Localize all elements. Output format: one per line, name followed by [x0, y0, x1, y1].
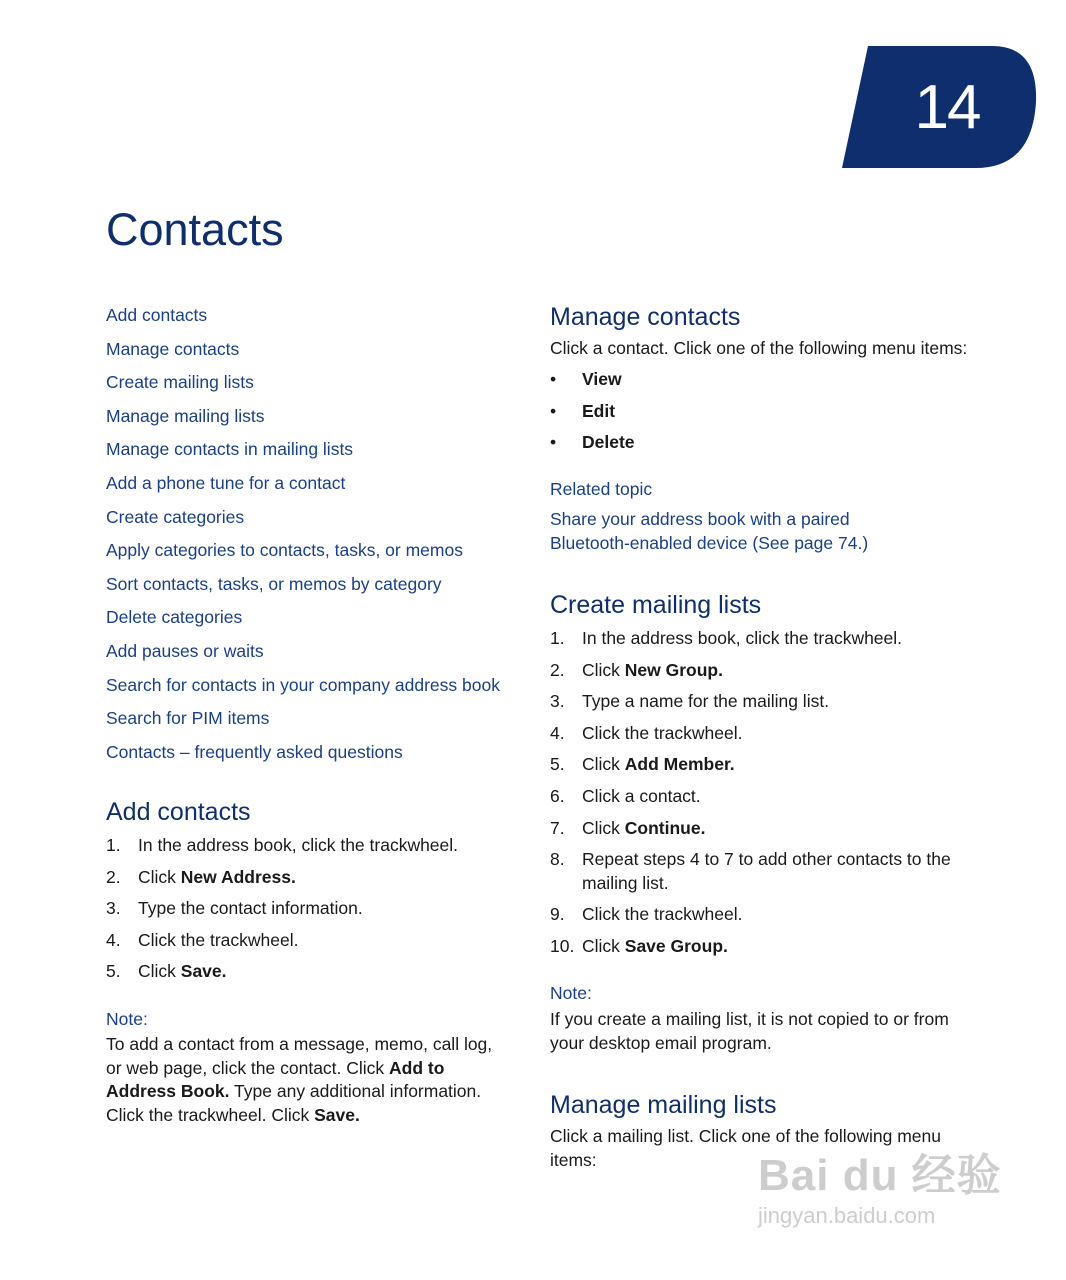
step-item	[550, 817, 970, 849]
step-text: Click	[138, 866, 181, 887]
step-item	[550, 753, 970, 785]
toc-link[interactable]: Add pauses or waits	[106, 640, 264, 661]
step-item	[550, 848, 982, 903]
toc-item[interactable]	[106, 535, 526, 569]
toc-link[interactable]: Add a phone tune for a contact	[106, 472, 346, 493]
step-text: Click	[582, 754, 625, 775]
step-item	[550, 690, 970, 722]
step-text: Click the trackwheel.	[582, 722, 743, 743]
add-contacts-note-text	[106, 1033, 506, 1127]
step-item	[106, 897, 526, 929]
toc-link[interactable]: Manage contacts in mailing lists	[106, 439, 354, 460]
left-column	[106, 300, 526, 1125]
step-number: 8.	[550, 849, 565, 870]
step-text: In the address book, click the trackwheel.	[138, 835, 459, 855]
toc-item[interactable]	[106, 502, 526, 536]
step-number: 5.	[550, 754, 565, 775]
step-item	[550, 903, 970, 935]
step-item	[106, 960, 526, 992]
step-text: Click	[582, 817, 625, 838]
step-number: 3.	[106, 898, 121, 919]
menu-item-label: Delete	[582, 432, 635, 453]
step-text: Type the contact information.	[138, 898, 363, 919]
manage-mailing-lists-heading: Manage mailing lists	[550, 1091, 777, 1119]
step-text: Type a name for the mailing list.	[582, 691, 830, 712]
toc-item[interactable]	[106, 602, 526, 636]
bullet-icon: •	[550, 432, 557, 453]
toc-link[interactable]: Add contacts	[106, 305, 208, 325]
toc-item[interactable]	[106, 300, 526, 334]
watermark-url: jingyan.baidu.com	[758, 1203, 936, 1228]
manage-contacts-intro: Click a contact. Click one of the following menu items:	[550, 338, 968, 358]
chapter-tab	[842, 46, 1038, 170]
create-mailing-lists-note-label: Note:	[550, 983, 592, 1003]
step-command: Add Member.	[624, 754, 735, 775]
add-contacts-steps	[106, 834, 526, 992]
toc-item[interactable]	[106, 334, 526, 368]
page-title: Contacts	[106, 204, 284, 255]
create-mailing-lists-note-text: If you create a mailing list, it is not copied to or from your desktop email program.	[550, 1009, 949, 1053]
manage-contacts-menu-items	[550, 368, 635, 463]
add-contacts-note-label: Note:	[106, 1009, 148, 1029]
step-number: 3.	[550, 691, 565, 712]
manage-mailing-lists-intro: Click a mailing list. Click one of the following menu items:	[550, 1126, 941, 1170]
toc-link[interactable]: Search for contacts in your company address book	[106, 674, 500, 695]
step-item	[550, 722, 970, 754]
menu-item	[550, 368, 635, 400]
step-command: Save Group.	[624, 935, 728, 956]
step-text: Click the trackwheel.	[138, 929, 299, 950]
toc-item[interactable]	[106, 401, 526, 435]
related-topic-label: Related topic	[550, 479, 653, 499]
step-number: 1.	[550, 628, 565, 648]
step-text: Click a contact.	[582, 785, 701, 806]
baidu-watermark	[758, 1150, 1018, 1240]
step-text: In the address book, click the trackwheel.	[582, 628, 903, 648]
step-number: 2.	[550, 659, 565, 680]
menu-item-label: View	[582, 369, 622, 389]
step-number: 10.	[550, 935, 575, 956]
step-item	[550, 659, 970, 691]
add-contacts-heading: Add contacts	[106, 798, 251, 826]
toc-link[interactable]: Manage contacts	[106, 338, 240, 359]
step-number: 1.	[106, 835, 121, 855]
toc-item[interactable]	[106, 569, 526, 603]
step-number: 5.	[106, 961, 121, 982]
toc-link[interactable]: Search for PIM items	[106, 708, 270, 729]
step-item	[550, 935, 970, 967]
step-command: New Group.	[624, 659, 723, 680]
toc-link[interactable]: Create mailing lists	[106, 372, 254, 393]
step-text: Repeat steps 4 to 7 to add other contacts to the mailing list.	[582, 849, 951, 893]
step-command: Continue.	[624, 817, 706, 838]
toc-item[interactable]	[106, 703, 526, 737]
step-number: 4.	[550, 722, 565, 743]
toc-link[interactable]: Apply categories to contacts, tasks, or memos	[106, 540, 463, 561]
related-topic-link[interactable]: Share your address book with a paired Bluetooth-enabled device (See page 74.)	[550, 509, 869, 553]
create-mailing-lists-steps	[550, 627, 970, 966]
step-item	[550, 627, 970, 659]
bullet-icon: •	[550, 400, 557, 421]
toc-link[interactable]: Delete categories	[106, 607, 243, 628]
toc-item[interactable]	[106, 468, 526, 502]
note-text-part: To add a contact from a message, memo, call log, or web page, click the contact. Click	[106, 1034, 493, 1078]
step-text: Click the trackwheel.	[582, 904, 743, 925]
toc-item[interactable]	[106, 367, 526, 401]
step-number: 7.	[550, 817, 565, 838]
step-command: New Address.	[180, 866, 296, 887]
step-text: Click	[138, 961, 181, 982]
menu-item-label: Edit	[582, 400, 616, 421]
manage-contacts-heading: Manage contacts	[550, 303, 741, 331]
bullet-icon: •	[550, 369, 557, 389]
create-mailing-lists-heading: Create mailing lists	[550, 591, 762, 619]
toc-item[interactable]	[106, 434, 526, 468]
toc-item[interactable]	[106, 737, 526, 771]
note-command: Save.	[314, 1104, 360, 1125]
step-text: Click	[582, 659, 625, 680]
menu-item	[550, 431, 635, 463]
step-item	[106, 834, 526, 866]
menu-item	[550, 400, 635, 432]
toc-item[interactable]	[106, 636, 526, 670]
step-command: Save.	[180, 961, 227, 982]
step-item	[106, 929, 526, 961]
step-number: 2.	[106, 866, 121, 887]
chapter-number: 14	[914, 73, 980, 142]
toc-link[interactable]: Contacts – frequently asked questions	[106, 741, 403, 762]
toc-link[interactable]: Create categories	[106, 506, 245, 527]
toc-item[interactable]	[106, 670, 526, 704]
watermark-logo-text: Bai du 经验	[758, 1151, 1002, 1200]
step-item	[106, 866, 526, 898]
step-item	[550, 785, 970, 817]
toc-link[interactable]: Sort contacts, tasks, or memos by category	[106, 573, 442, 594]
step-text: Click	[582, 935, 625, 956]
note-command: Add to Address Book.	[106, 1057, 445, 1101]
step-number: 9.	[550, 904, 565, 925]
step-number: 4.	[106, 929, 121, 950]
note-text-part: Type any additional information. Click the trackwheel. Click	[106, 1081, 482, 1125]
toc-list	[106, 300, 526, 770]
step-number: 6.	[550, 785, 565, 806]
toc-link[interactable]: Manage mailing lists	[106, 405, 265, 426]
